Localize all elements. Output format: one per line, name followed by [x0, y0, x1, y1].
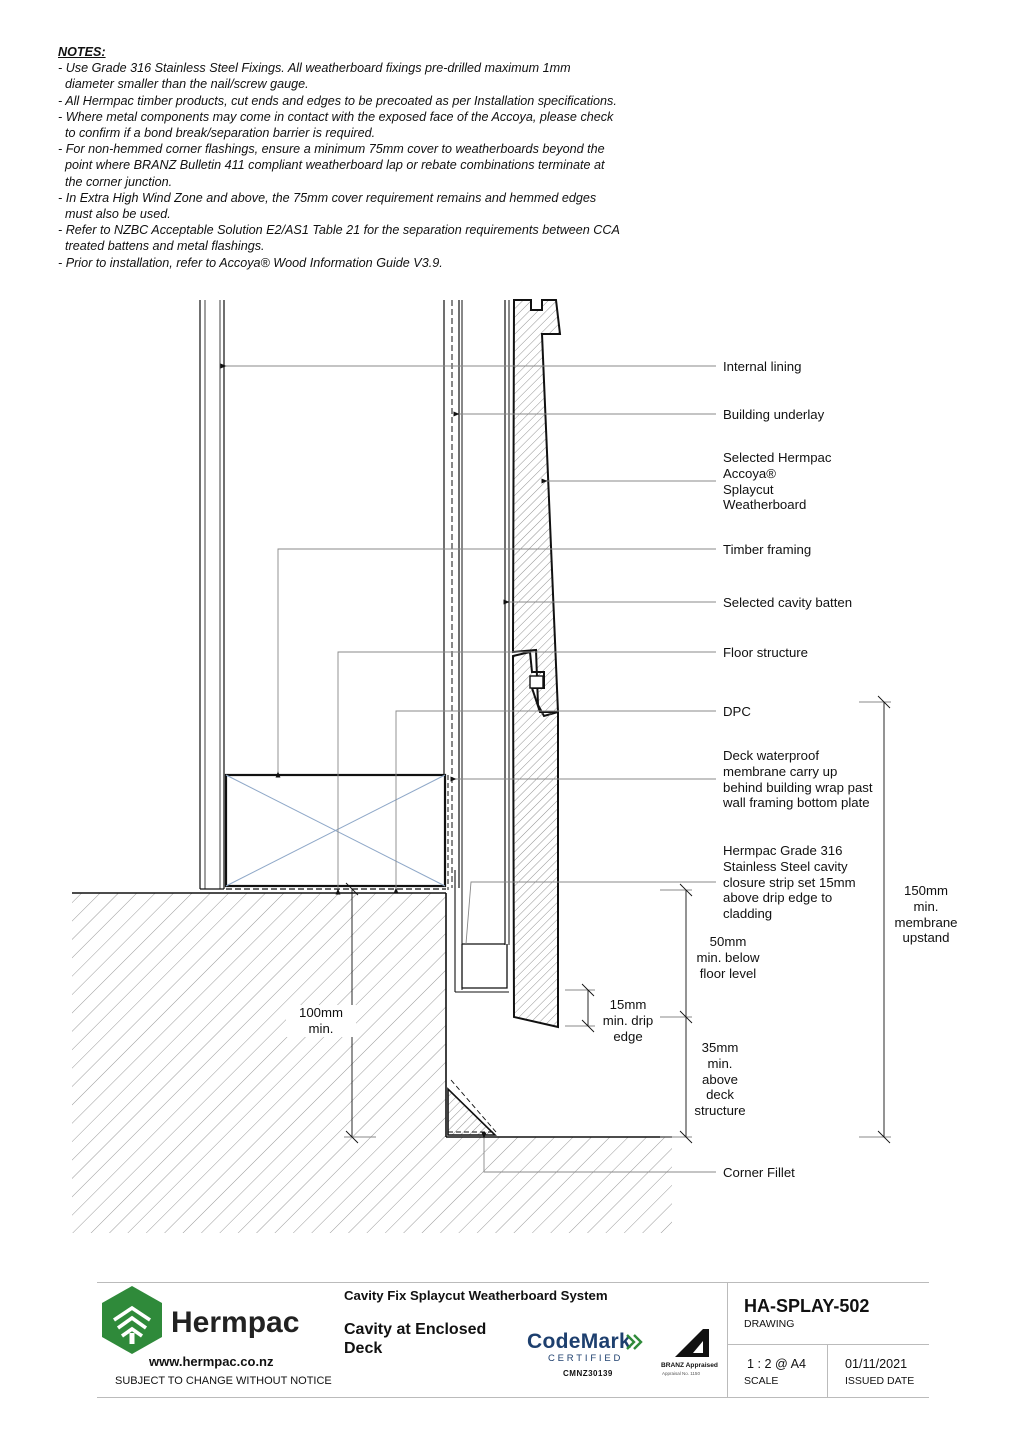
issued-date-label: ISSUED DATE	[845, 1375, 915, 1387]
codemark-number: CMNZ30139	[563, 1369, 613, 1378]
dim-drip-edge: 15mm min. drip edge	[602, 997, 654, 1044]
title-block	[97, 1282, 929, 1398]
label-dpc: DPC	[723, 704, 751, 719]
note-line: point where BRANZ Bulletin 411 compliant weatherboard lap or rebate combinations terminate at	[58, 158, 605, 173]
label-closure-strip: Hermpac Grade 316 Stainless Steel cavity closure strip set 15mm above drip edge to cladding	[723, 843, 856, 922]
scale-value: 1 : 2 @ A4	[747, 1357, 806, 1371]
note-line: - Refer to NZBC Acceptable Solution E2/AS1 Table 21 for the separation requirements between CCA	[58, 223, 620, 238]
label-weatherboard: Selected Hermpac Accoya® Splaycut Weatherboard	[723, 450, 832, 513]
system-name: Cavity Fix Splaycut Weatherboard System	[344, 1288, 608, 1303]
note-line: - For non-hemmed corner flashings, ensure a minimum 75mm cover to weatherboards beyond the	[58, 142, 605, 157]
website-link[interactable]: www.hermpac.co.nz	[149, 1354, 274, 1369]
scale-label: SCALE	[744, 1375, 779, 1387]
note-line: - All Hermpac timber products, cut ends and edges to be precoated as per Installation specifications.	[58, 93, 617, 108]
codemark-chevron-icon	[625, 1333, 647, 1351]
note-line: must also be used.	[58, 207, 171, 222]
concrete-slab	[72, 893, 672, 1233]
drawing-number: HA-SPLAY-502	[744, 1296, 870, 1316]
hermpac-logo-icon	[100, 1284, 164, 1356]
note-line: - In Extra High Wind Zone and above, the 75mm cover requirement remains and hemmed edges	[58, 190, 597, 205]
label-internal-lining: Internal lining	[723, 359, 802, 374]
label-floor-structure: Floor structure	[723, 645, 809, 660]
branz-appraised: BRANZ Appraised	[661, 1362, 718, 1369]
note-line: - Use Grade 316 Stainless Steel Fixings. All weatherboard fixings pre-drilled maximum 1mm	[58, 61, 571, 76]
corner-fillet	[448, 1080, 496, 1135]
note-line: diameter smaller than the nail/screw gauge.	[58, 77, 309, 92]
wall-framing	[444, 300, 509, 990]
label-timber-framing: Timber framing	[723, 542, 812, 557]
cavity-closure-strip	[462, 944, 507, 988]
internal-lining	[200, 300, 224, 889]
note-line: to confirm if a bond break/separation barrier is required.	[58, 126, 376, 141]
dim-100mm: 100mm min.	[286, 1005, 356, 1037]
drawing-label: DRAWING	[744, 1318, 795, 1330]
label-building-underlay: Building underlay	[723, 407, 825, 422]
branz-logo-icon	[673, 1327, 711, 1359]
label-deck-membrane: Deck waterproof membrane carry up behind building wrap past wall framing bottom plate	[723, 748, 873, 811]
codemark-logo: CodeMark	[527, 1330, 631, 1353]
label-cavity-batten: Selected cavity batten	[723, 595, 853, 610]
timber-framing-plate	[226, 775, 445, 886]
dim-membrane-upstand: 150mm min. membrane upstand	[894, 883, 958, 946]
dim-below-floor: 50mm min. below floor level	[696, 934, 760, 981]
dim-above-deck: 35mm min. above deck structure	[694, 1040, 746, 1119]
note-line: treated battens and metal flashings.	[58, 239, 265, 254]
disclaimer: SUBJECT TO CHANGE WITHOUT NOTICE	[115, 1375, 332, 1387]
brand-name: Hermpac	[171, 1306, 300, 1339]
note-line: - Where metal components may come in contact with the exposed face of the Accoya, please check	[58, 109, 614, 124]
note-line: the corner junction.	[58, 174, 173, 189]
notes-title: NOTES:	[58, 45, 106, 59]
branz-number: Appraisal No. 1150	[662, 1371, 700, 1376]
label-corner-fillet: Corner Fillet	[723, 1165, 795, 1180]
drawing-title: Cavity at Enclosed Deck	[344, 1321, 487, 1357]
splaycut-weatherboards	[513, 300, 560, 1027]
note-line: - Prior to installation, refer to Accoya® Wood Information Guide V3.9.	[58, 255, 443, 270]
issued-date: 01/11/2021	[845, 1357, 908, 1371]
codemark-certified: CERTIFIED	[548, 1353, 624, 1364]
